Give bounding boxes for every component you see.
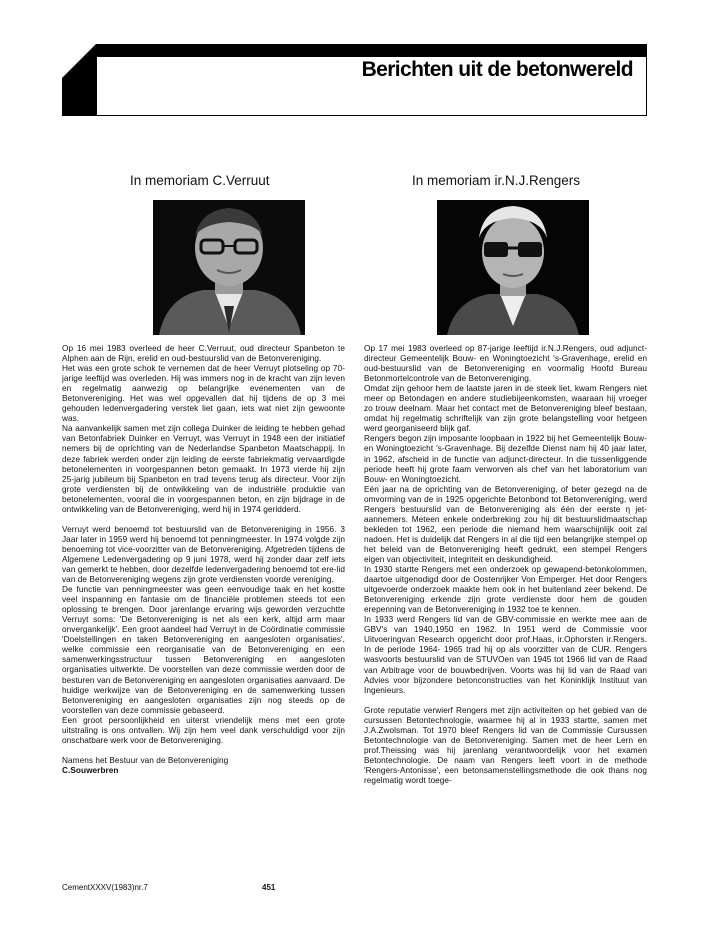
signature-block [62, 756, 345, 776]
left-column [62, 344, 345, 776]
left-paragraph: Na aanvankelijk samen met zijn collega Duinker de leiding te hebben gehad van Betonfabriek Duinker en Verruyt, was Verruyt in 1948 een der initiatief nemers bij de oprichting van de Nederlandse Spanbeton Maatschappij. In deze fabriek werden onder zijn leiding de eerste fabriekmatig vervaardigde betonelementen in voorgespannen beton gemaakt. In 1973 vierde hij zijn 25-jarig jubileum bij Spanbeton en trad tevens terug als directeur. Voor zijn grote verdiensten bij de ontwikkeling van de industriële produktie van betonelementen, vooral die in voorgespannen beton, en zijn bijdrage in de ontwikkeling van de Betonvereniging, werd hij in 1974 geridderd. [62, 424, 345, 514]
right-column [364, 344, 647, 786]
portrait-rengers [437, 200, 589, 335]
left-paragraph: Een groot persoonlijkheid en uiterst vriendelijk mens met een grote uitstraling is ons ontvallen. Wij zijn hem veel dank verschuldigd voor zijn onschatbare werk voor de Betonvereniging. [62, 715, 345, 745]
signature-name: C.Souwerbren [62, 765, 119, 775]
right-heading: In memoriam ir.N.J.Rengers [412, 173, 581, 188]
left-paragraph: Het was een grote schok te vernemen dat de heer Verruyt plotseling op 70-jarige leeftijd was overleden. Hij was immers nog in de kracht van zijn leven en regelmatig aanwezig op belangrijke evenementen van de Betonvereniging. Het was wel opgevallen dat hij tijdens de op 3 mei gehouden ledenvergadering verstek liet gaan, iets wat niet zijn gewoonte was. [62, 364, 345, 424]
section-banner [62, 44, 647, 116]
right-paragraph: In 1933 werd Rengers lid van de GBV-commissie en werkte mee aan de GBV's van 1940,1950 en 1962. In 1951 werd de Commissie voor Uitvoeringvan Research opgericht door prof.Haas, ir.Ophorsten ir.Rengers. In de periode 1964- 1965 trad hij op als voorzitter van de CUR. Rengers wasvoorts bestuurslid van de STUVOen van 1945 tot 1966 lid van de Raad van Arbitrage voor de bouwbedrijven. Voorts was hij lid van de Raad van Advies voor bijzondere betonconstructies van het Koninklijk Instituut van Ingenieurs. [364, 615, 647, 695]
right-paragraph: In 1930 startte Rengers met een onderzoek op gewapend-betonkolommen, daartoe uitgenodigd door de Oostenrijker Von Emperger. Het door Rengers uitgevoerde onderzoek maakte hem ook in het buitenland zeer bekend. De Betonvereniging erkende zijn grote verdienste door hem de gouden erepenning van de Betonvereniging in 1932 toe te kennen. [364, 565, 647, 615]
right-paragraph: Grote reputatie verwierf Rengers met zijn activiteiten op het gebied van de cursussen Betontechnologie, waarmee hij al in 1933 startte, samen met J.A.Zwolsman. Tot 1970 bleef Rengers lid van de Commissie Cursussen Betontechnologie van de Betonvereniging. Samen met de heer Lern en prof.Theissing was hij jarenlang verantwoordelijk voor het examen Betontechnologie. De naam van Rengers leeft voort in de methode 'Rengers-Antonisse', een betonsamenstellingsmethode die ook thans nog regelmatig wordt toege- [364, 705, 647, 785]
left-paragraph: Verruyt werd benoemd tot bestuurslid van de Betonvereniging in 1956. 3 Jaar later in 1959 werd hij benoemd tot penningmeester. In 1974 volgde zijn benoeming tot vice-voorzitter van de Betonvereniging. Afgetreden tijdens de Algemene Ledenvergadering op 9 juni 1978, werd hij zonder daar zelf iets van gemerkt te hebben, door dezelfde ledenvergadering benoemd tot ere-lid van de Betonvereniging wegens zijn grote verdiensten voorde vereniging. [62, 524, 345, 585]
portrait-verruut [153, 200, 305, 335]
left-heading: In memoriam C.Verruut [130, 173, 270, 188]
portrait-verruut-image [153, 200, 305, 335]
footer-journal: CementXXXV(1983)nr.7 [62, 883, 148, 892]
left-paragraph: Op 16 mei 1983 overleed de heer C.Verruut, oud directeur Spanbeton te Alphen aan de Rijn, erelid en oud-bestuurslid van de Betonvereniging. [62, 344, 345, 364]
right-paragraph: Omdat zijn gehoor hem de laatste jaren in de steek liet, kwam Rengers niet meer op Betondagen en andere studiebijeenkomsten, waaraan hij vroeger zo trouw deelnam. Maar het contact met de Betonvereniging bleef bestaan, omdat hij regelmatig schriftelijk van zijn grote belangstelling voor hetgeen werd georganiseerd blijk gaf. [364, 384, 647, 434]
signature-line: Namens het Bestuur van de Betonvereniging [62, 755, 229, 765]
right-paragraph: Eén jaar na de oprichting van de Betonvereniging, of beter gezegd na de omvorming van de in 1925 opgerichte Betonbond tot Betonvereniging, werd Rengers bestuurslid van de Betonvereniging als één der eerste η jet-aannemers. Meteen enkele onderbreking zou hij dit bestuurslidmaatschap bekleden tot 1962, een periode die niemand hem waarschijnlijk ooit zal nadoen. Het is duidelijk dat Rengers in al die tijd een belangrijke stempel op het beleid van de Betonvereniging heeft gedrukt, een stempel Rengers eigen van objectiviteit, integriteit en deskundigheid. [364, 484, 647, 564]
footer-page-number: 451 [262, 883, 276, 892]
portrait-rengers-image [437, 200, 589, 335]
left-paragraph: De functie van penningmeester was geen eenvoudige taak en het kostte veel inspanning en fantasie om de financiële problemen steeds tot een oplossing te brengen. Door jarenlange ervaring wijs geworden verzuchtte Verruyt soms: 'De Betonvereniging is net als een kerk, altijd arm maar onvergankelijk'. Een groot aandeel had Verruyt in de Coördinatie commissie 'Doelstellingen en taken Betonvereniging en aangesloten organisaties', welke commissie een reorganisatie van de Betonvereniging en een samenwerkingsstructuur tussen Betonvereniging en aangesloten organisaties uitwerkte. De voorstellen van deze commissie werden door de besturen van de Betonvereniging en aangesloten organisaties aanvaard. De huidige werkwijze van de Betonvereniging en de samenwerking tussen Betonvereniging en aangesloten organisaties zijn nog steeds op de voorstellen van deze commissie gebaseerd. [62, 585, 345, 715]
right-paragraph: Op 17 mei 1983 overleed op 87-jarige leeftijd ir.N.J.Rengers, oud adjunct-directeur Gemeentelijk Bouw- en Woningtoezicht 's-Gravenhage, erelid en oud-bestuurslid van de Betonvereniging en voormalig Hoofd Bureau Betonmortelcontrole van de Betonvereniging. [364, 344, 647, 384]
banner-title: Berichten uit de betonwereld [361, 58, 633, 81]
right-paragraph: Rengers begon zijn imposante loopbaan in 1922 bij het Gemeentelijk Bouw- en Woningtoezicht 's-Gravenhage. Bij dezelfde Dienst nam hij 40 jaar later, in 1962, afscheid in de functie van adjunct-directeur. In die tussenliggende periode heeft hij grote faam verworven als chef van het laboratorium van Bouw- en Woningtoezicht. [364, 434, 647, 484]
